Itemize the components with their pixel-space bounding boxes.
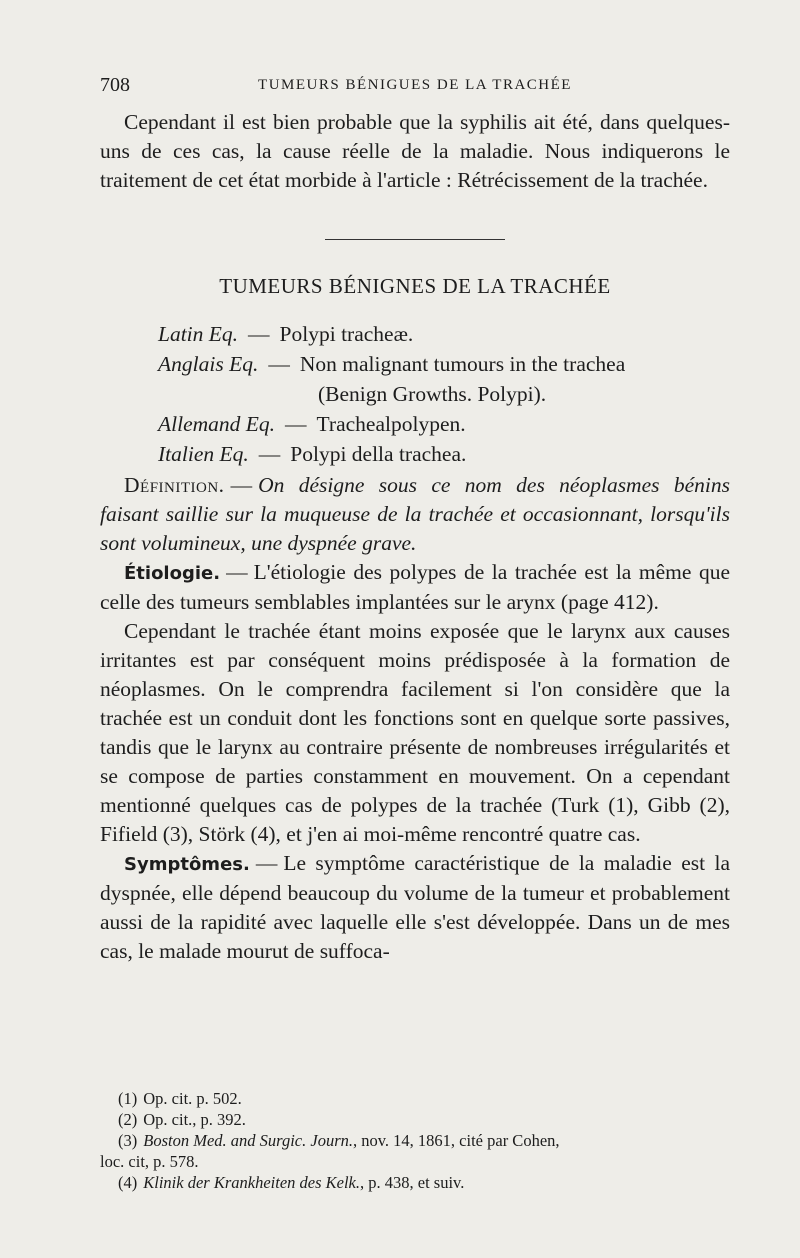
etiology-label: Étiologie. xyxy=(124,563,221,584)
footnotes xyxy=(100,1088,730,1193)
equivalent-dash: — xyxy=(268,352,290,376)
footnote-text: Op. cit., p. 392. xyxy=(143,1110,246,1129)
footnote-number: (1) xyxy=(118,1089,138,1108)
equivalent-value: Polypi della trachea. xyxy=(290,442,467,466)
etiology-paragraph-2: Cependant le trachée étant moins exposée que le larynx aux causes irritantes est par conséquent moins prédisposée à la formation de néoplasmes. On le comprendra facilement si l'on considère que la trachée est un conduit dont les fonctions sont en quelque sorte passives, tandis que le larynx au contraire présente de nombreuses irrégularités et se compose de parties constamment en mouvement. On a cependant mentionné quelques cas de polypes de la trachée (Turk (1), Gibb (2), Fifield (3), Störk (4), et j'en ai moi-même rencontré quatre cas. xyxy=(100,619,730,846)
section-title: TUMEURS BÉNIGNES DE LA TRACHÉE xyxy=(219,274,611,298)
footnote-3-continuation: loc. cit, p. 578. xyxy=(100,1152,199,1171)
footnote-number: (3) xyxy=(118,1131,138,1150)
definition-paragraph xyxy=(100,471,730,558)
equivalent-dash: — xyxy=(258,442,281,466)
equivalent-latin xyxy=(100,319,730,349)
equivalent-italian xyxy=(100,439,730,469)
equivalent-english-continuation: (Benign Growths. Polypi). xyxy=(318,382,547,406)
symptoms-paragraph xyxy=(100,849,730,966)
equivalent-language: Allemand Eq. xyxy=(158,412,276,436)
definition-label: Définition. xyxy=(124,473,225,497)
etiology-text: L'étiologie des polypes de la trachée est la même que celle des tumeurs semblables implantées sur le arynx (page 412). xyxy=(100,560,730,614)
footnote-1 xyxy=(100,1088,730,1109)
page-number: 708 xyxy=(100,74,130,96)
footnote-source-title: Boston Med. and Surgic. Journ. xyxy=(143,1131,353,1150)
running-head: TUMEURS BÉNIGUES DE LA TRACHÉE xyxy=(258,77,572,93)
footnote-text: , p. 438, et suiv. xyxy=(360,1173,465,1192)
equivalent-english xyxy=(100,349,730,379)
definition-text: On désigne sous ce nom des néoplasmes bénins faisant saillie sur la muqueuse de la trachée et occasionnant, lorsqu'ils sont volumineux, une dyspnée grave. xyxy=(100,473,730,555)
section-divider xyxy=(325,239,505,240)
footnote-2 xyxy=(100,1109,730,1130)
equivalent-value: Trachealpolypen. xyxy=(316,412,466,436)
symptoms-dash: — xyxy=(255,851,278,875)
symptoms-text: Le symptôme caractéristique de la maladie est la dyspnée, elle dépend beaucoup du volume de la tumeur et probablement aussi de la rapidité avec laquelle elle s'est développée. Dans un de mes cas, le malade mourut de suffoca- xyxy=(100,851,730,963)
footnote-number: (2) xyxy=(118,1110,138,1129)
footnote-text: Op. cit. p. 502. xyxy=(143,1089,242,1108)
equivalent-value: Polypi tracheæ. xyxy=(279,322,414,346)
footnote-4 xyxy=(100,1172,730,1193)
footnote-number: (4) xyxy=(118,1173,138,1192)
equivalent-dash: — xyxy=(248,322,270,346)
equivalent-german xyxy=(100,409,730,439)
equivalent-language: Latin Eq. xyxy=(158,322,239,346)
definition-dash: — xyxy=(230,473,253,497)
footnote-source-title: Klinik der Krankheiten des Kelk. xyxy=(143,1173,360,1192)
body-text xyxy=(100,108,730,966)
equivalent-language: Italien Eq. xyxy=(158,442,249,466)
footnote-3 xyxy=(100,1130,730,1151)
etiology-paragraph xyxy=(100,558,730,617)
symptoms-label: Symptômes. xyxy=(124,854,250,875)
equivalents-list xyxy=(100,319,730,469)
etiology-dash: — xyxy=(226,560,248,584)
equivalent-dash: — xyxy=(285,412,307,436)
equivalent-value: Non malignant tumours in the trachea xyxy=(299,352,626,376)
intro-paragraph: Cependant il est bien probable que la syphilis ait été, dans quelques-uns de ces cas, la cause réelle de la maladie. Nous indiquerons le traitement de cet état morbide à l'article : Rétrécissement de la trachée. xyxy=(100,110,730,192)
page-header xyxy=(100,74,730,98)
footnote-text: , nov. 14, 1861, cité par Cohen, xyxy=(353,1131,560,1150)
equivalent-language: Anglais Eq. xyxy=(158,352,259,376)
